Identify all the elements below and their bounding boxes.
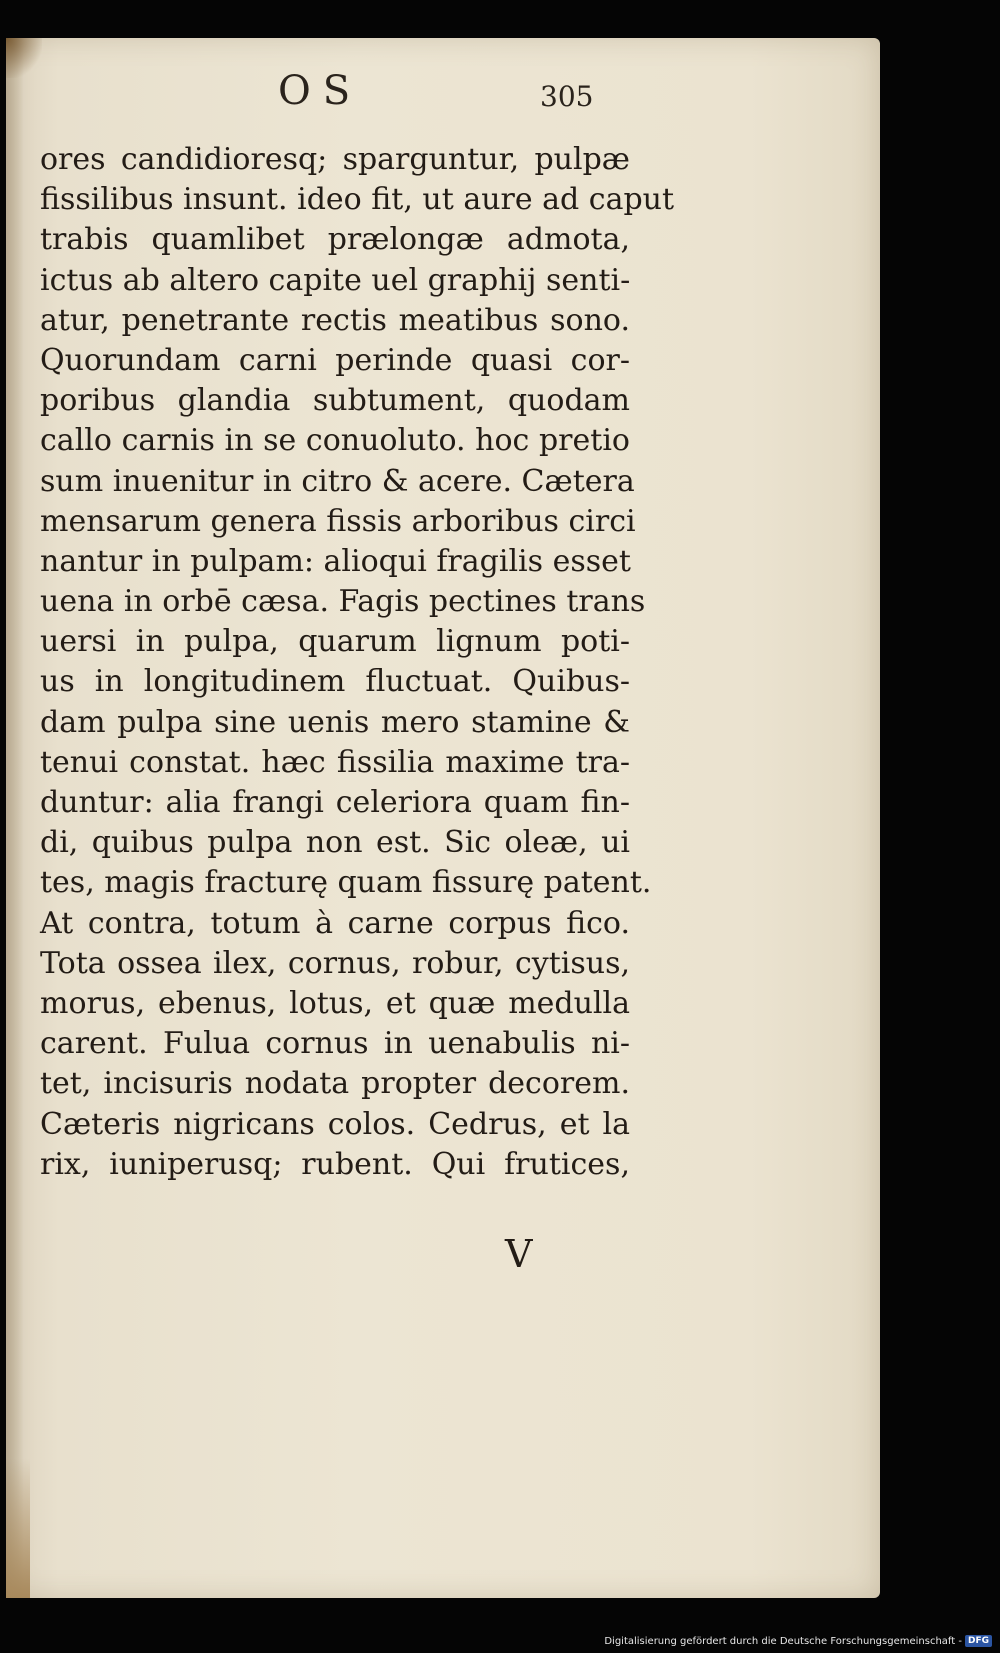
text-line: carent. Fulua cornus in uenabulis ni-	[40, 1026, 630, 1062]
text-line: fissilibus insunt. ideo fit, ut aure ad caput	[40, 182, 675, 218]
running-title: OS	[278, 68, 363, 114]
text-line: ores candidioresq; sparguntur, pulpæ	[40, 142, 630, 177]
corner-stain	[6, 38, 42, 78]
text-line: us in longitudinem fluctuat. Quibus-	[40, 664, 630, 700]
text-line: Tota ossea ilex, cornus, robur, cytisus,	[40, 945, 630, 981]
text-line: tenui constat. hæc fissilia maxime tra-	[40, 744, 630, 780]
text-line: At contra, totum à carne corpus fico.	[40, 905, 630, 941]
text-line: sum inuenitur in citro & acere. Cætera	[40, 463, 635, 499]
body-text	[40, 140, 675, 1185]
edge-stain	[6, 1458, 30, 1598]
text-line: callo carnis in se conuoluto. hoc pretio	[40, 423, 630, 459]
text-line: uena in orbē cæsa. Fagis pectines trans	[40, 584, 646, 620]
text-line: tet, incisuris nodata propter decorem.	[40, 1066, 630, 1102]
text-line: nantur in pulpam: alioqui fragilis esset	[40, 543, 631, 579]
text-line: di, quibus pulpa non est. Sic oleæ, ui	[40, 825, 630, 861]
page-number: 305	[540, 80, 594, 113]
text-line: atur, penetrante rectis meatibus sono.	[40, 302, 630, 338]
text-line: dam pulpa sine uenis mero stamine &	[40, 704, 630, 740]
text-line: trabis quamlibet prælongæ admota,	[40, 222, 630, 258]
text-line: ictus ab altero capite uel graphij senti-	[40, 262, 631, 298]
text-line: mensarum genera fissis arboribus circi	[40, 503, 636, 539]
digitization-credit	[604, 1635, 992, 1647]
text-line: Cæteris nigricans colos. Cedrus, et la	[40, 1106, 630, 1142]
text-line: rix, iuniperusq; rubent. Qui frutices,	[40, 1146, 630, 1182]
text-line: uersi in pulpa, quarum lignum poti-	[40, 624, 630, 660]
text-line: tes, magis fracturę quam fissurę patent.	[40, 865, 652, 901]
text-line: duntur: alia frangi celeriora quam fin-	[40, 785, 630, 820]
credit-text: Digitalisierung gefördert durch die Deutsche Forschungsgemeinschaft -	[604, 1635, 962, 1647]
text-line: Quorundam carni perinde quasi cor-	[40, 342, 630, 378]
text-line: morus, ebenus, lotus, et quæ medulla	[40, 985, 630, 1021]
dfg-logo: DFG	[965, 1635, 992, 1647]
page-gutter-shadow	[6, 38, 24, 1598]
text-line: poribus glandia subtument, quodam	[40, 383, 630, 419]
catchword: V	[505, 1232, 533, 1276]
